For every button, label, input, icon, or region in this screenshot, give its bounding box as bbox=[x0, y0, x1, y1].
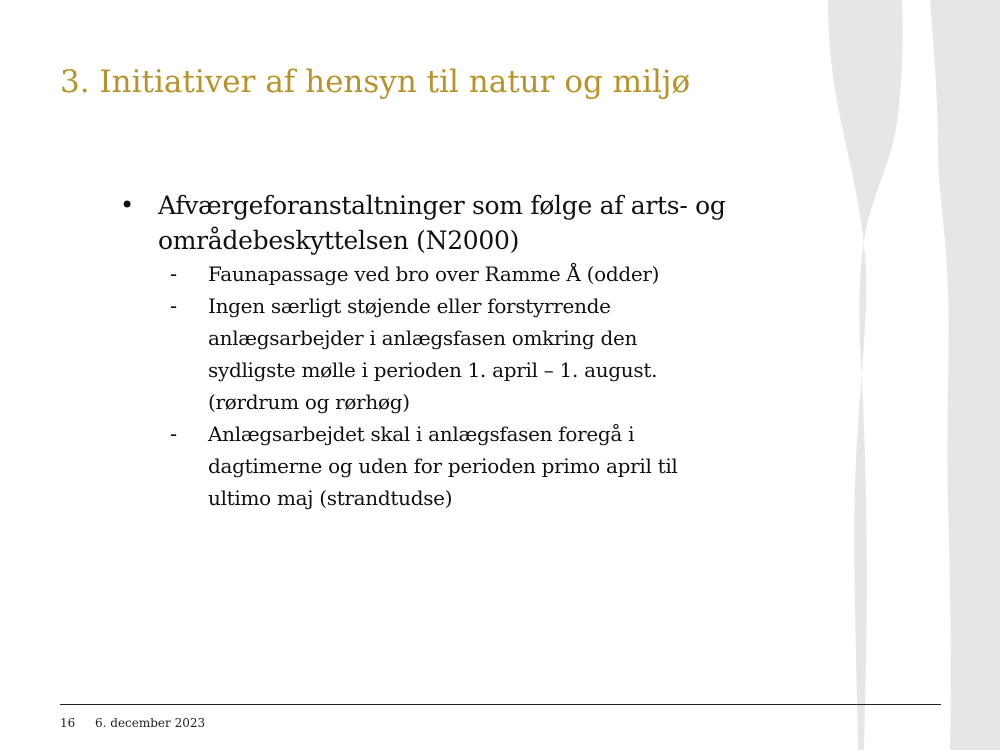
main-bullet-text bbox=[158, 188, 726, 258]
bullet-marker: • bbox=[120, 191, 135, 219]
main-bullet-line: Afværgeforanstaltninger som følge af arts- og bbox=[158, 191, 726, 220]
sub-item-text bbox=[208, 290, 657, 418]
sub-item-text bbox=[208, 258, 659, 290]
slide-content bbox=[120, 188, 820, 514]
sub-list bbox=[120, 258, 820, 514]
decorative-shape-right bbox=[930, 0, 1000, 750]
sub-item-line: dagtimerne og uden for perioden primo april til bbox=[208, 454, 678, 478]
sub-item-line: (rørdrum og rørhøg) bbox=[208, 390, 410, 414]
page-number: 16 bbox=[60, 716, 76, 730]
sub-item-line: Anlægsarbejdet skal i anlægsfasen foregå i bbox=[208, 422, 635, 446]
dash-marker: - bbox=[170, 422, 178, 446]
main-bullet-line: områdebeskyttelsen (N2000) bbox=[158, 226, 520, 255]
slide-title: 3. Initiativer af hensyn til natur og miljø bbox=[60, 64, 691, 100]
sub-item-dagtimer bbox=[170, 418, 820, 514]
sub-item-line: Ingen særligt støjende eller forstyrrende bbox=[208, 294, 611, 318]
sub-item-line: ultimo maj (strandtudse) bbox=[208, 486, 453, 510]
sub-item-faunapassage bbox=[170, 258, 820, 290]
decorative-shape-left bbox=[828, 0, 903, 750]
sub-item-line: Faunapassage ved bro over Ramme Å (odder) bbox=[208, 262, 660, 286]
main-bullet bbox=[120, 188, 820, 258]
sub-item-text bbox=[208, 418, 678, 514]
footer-divider bbox=[60, 704, 941, 705]
dash-marker: - bbox=[170, 262, 178, 286]
dash-marker: - bbox=[170, 294, 178, 318]
sub-item-line: anlægsarbejder i anlægsfasen omkring den bbox=[208, 326, 638, 350]
sub-item-anlaegsarbejder bbox=[170, 290, 820, 418]
sub-item-line: sydligste mølle i perioden 1. april – 1. august. bbox=[208, 358, 658, 382]
footer-date: 6. december 2023 bbox=[95, 716, 206, 730]
